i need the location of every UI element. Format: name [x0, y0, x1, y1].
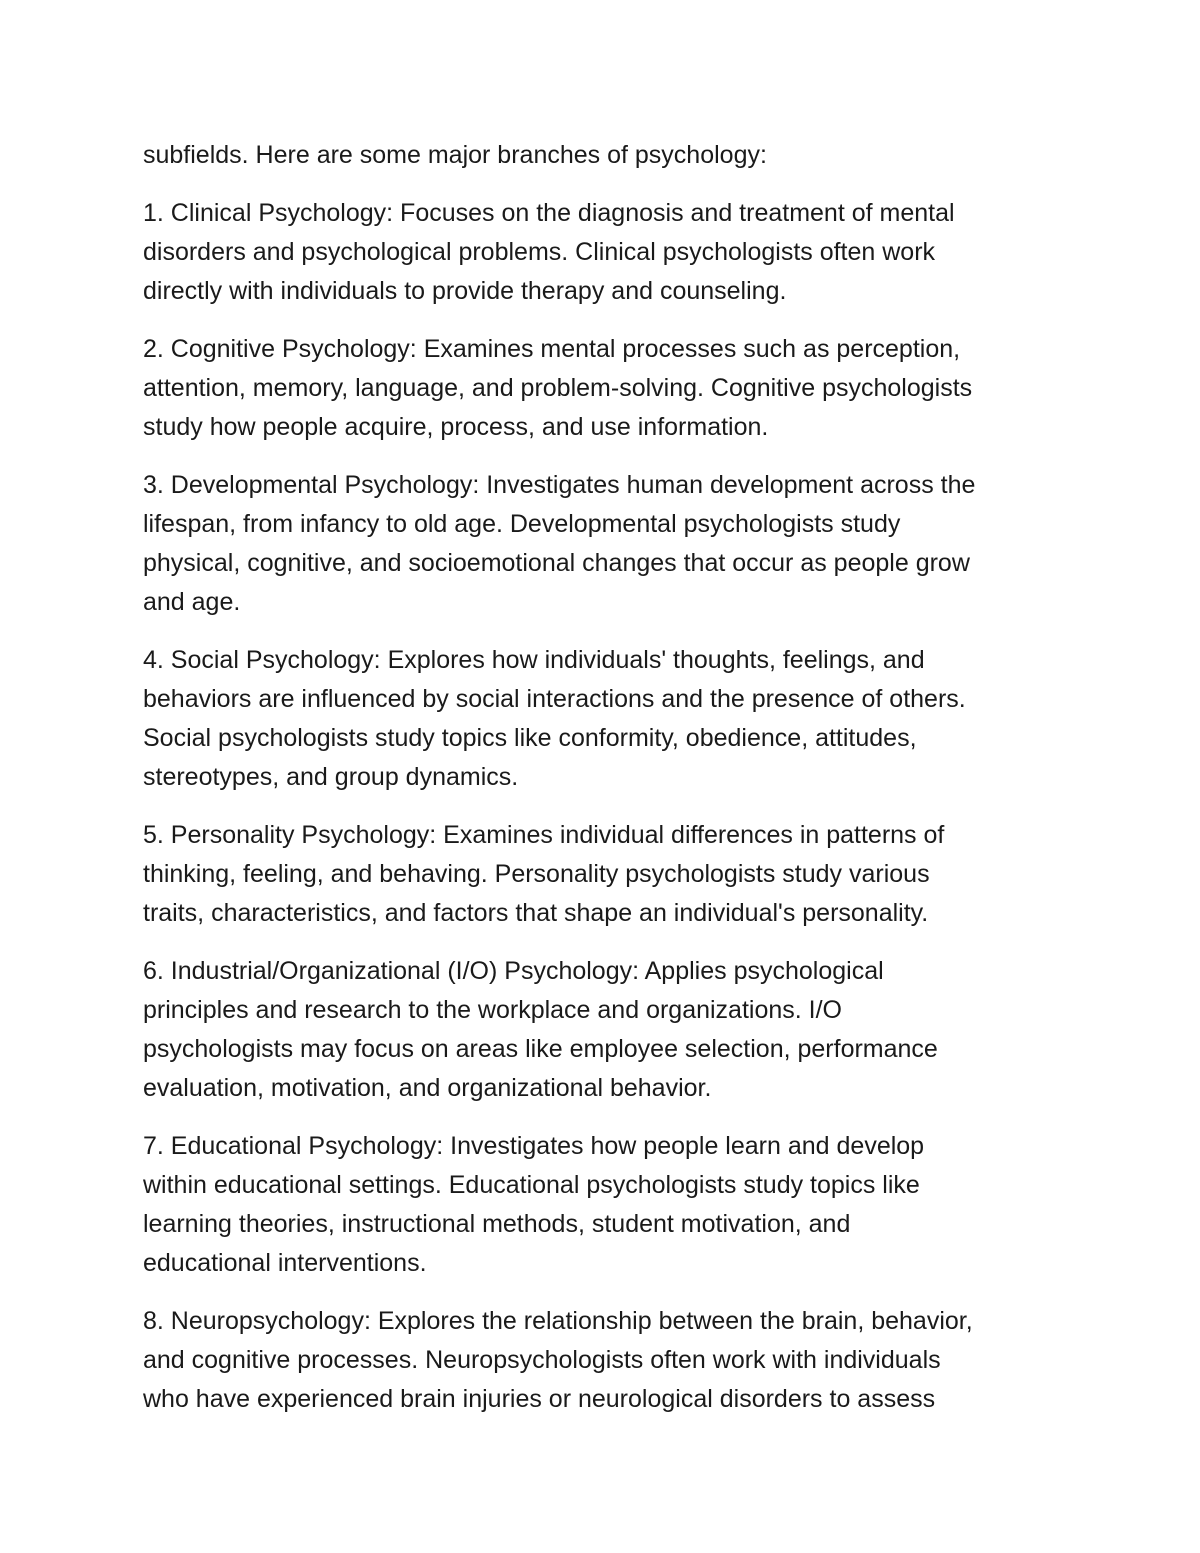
- text-line: Social psychologists study topics like conformity, obedience, attitudes,: [143, 724, 917, 752]
- branch-paragraph: [143, 816, 1073, 933]
- text-line: 7. Educational Psychology: Investigates how people learn and develop: [143, 1132, 925, 1160]
- branch-paragraph: [143, 1127, 1073, 1283]
- text-line: 1. Clinical Psychology: Focuses on the diagnosis and treatment of mental: [143, 199, 955, 227]
- text-line: 2. Cognitive Psychology: Examines mental processes such as perception,: [143, 335, 961, 363]
- text-line: directly with individuals to provide therapy and counseling.: [143, 277, 787, 305]
- text-line: study how people acquire, process, and use information.: [143, 413, 769, 441]
- text-line: traits, characteristics, and factors that shape an individual's personality.: [143, 899, 929, 927]
- branch-paragraph: [143, 952, 1073, 1108]
- text-line: within educational settings. Educational psychologists study topics like: [143, 1171, 920, 1199]
- text-line: thinking, feeling, and behaving. Personality psychologists study various: [143, 860, 930, 888]
- intro-paragraph: subfields. Here are some major branches of psychology:: [143, 141, 767, 169]
- text-line: stereotypes, and group dynamics.: [143, 763, 519, 791]
- text-line: physical, cognitive, and socioemotional changes that occur as people grow: [143, 549, 970, 577]
- text-line: and age.: [143, 588, 241, 616]
- text-line: 6. Industrial/Organizational (I/O) Psychology: Applies psychological: [143, 957, 884, 985]
- document-page: [143, 136, 1073, 1438]
- text-line: disorders and psychological problems. Clinical psychologists often work: [143, 238, 936, 266]
- text-line: behaviors are influenced by social interactions and the presence of others.: [143, 685, 966, 713]
- branch-paragraph: [143, 330, 1073, 447]
- branch-paragraph: [143, 194, 1073, 311]
- branch-paragraph: [143, 641, 1073, 797]
- text-line: learning theories, instructional methods, student motivation, and: [143, 1210, 851, 1238]
- text-line: who have experienced brain injuries or neurological disorders to assess: [143, 1385, 936, 1413]
- text-line: attention, memory, language, and problem-solving. Cognitive psychologists: [143, 374, 973, 402]
- branch-paragraph: [143, 1302, 1073, 1419]
- text-line: lifespan, from infancy to old age. Developmental psychologists study: [143, 510, 901, 538]
- text-line: educational interventions.: [143, 1249, 427, 1277]
- text-line: 8. Neuropsychology: Explores the relationship between the brain, behavior,: [143, 1307, 973, 1335]
- text-line: 5. Personality Psychology: Examines individual differences in patterns of: [143, 821, 945, 849]
- text-line: principles and research to the workplace and organizations. I/O: [143, 996, 842, 1024]
- branch-paragraph: [143, 466, 1073, 622]
- text-line: and cognitive processes. Neuropsychologists often work with individuals: [143, 1346, 941, 1374]
- branch-list: [143, 194, 1073, 1419]
- text-line: 4. Social Psychology: Explores how individuals' thoughts, feelings, and: [143, 646, 925, 674]
- text-line: evaluation, motivation, and organizational behavior.: [143, 1074, 712, 1102]
- text-line: 3. Developmental Psychology: Investigates human development across the: [143, 471, 976, 499]
- text-line: psychologists may focus on areas like employee selection, performance: [143, 1035, 938, 1063]
